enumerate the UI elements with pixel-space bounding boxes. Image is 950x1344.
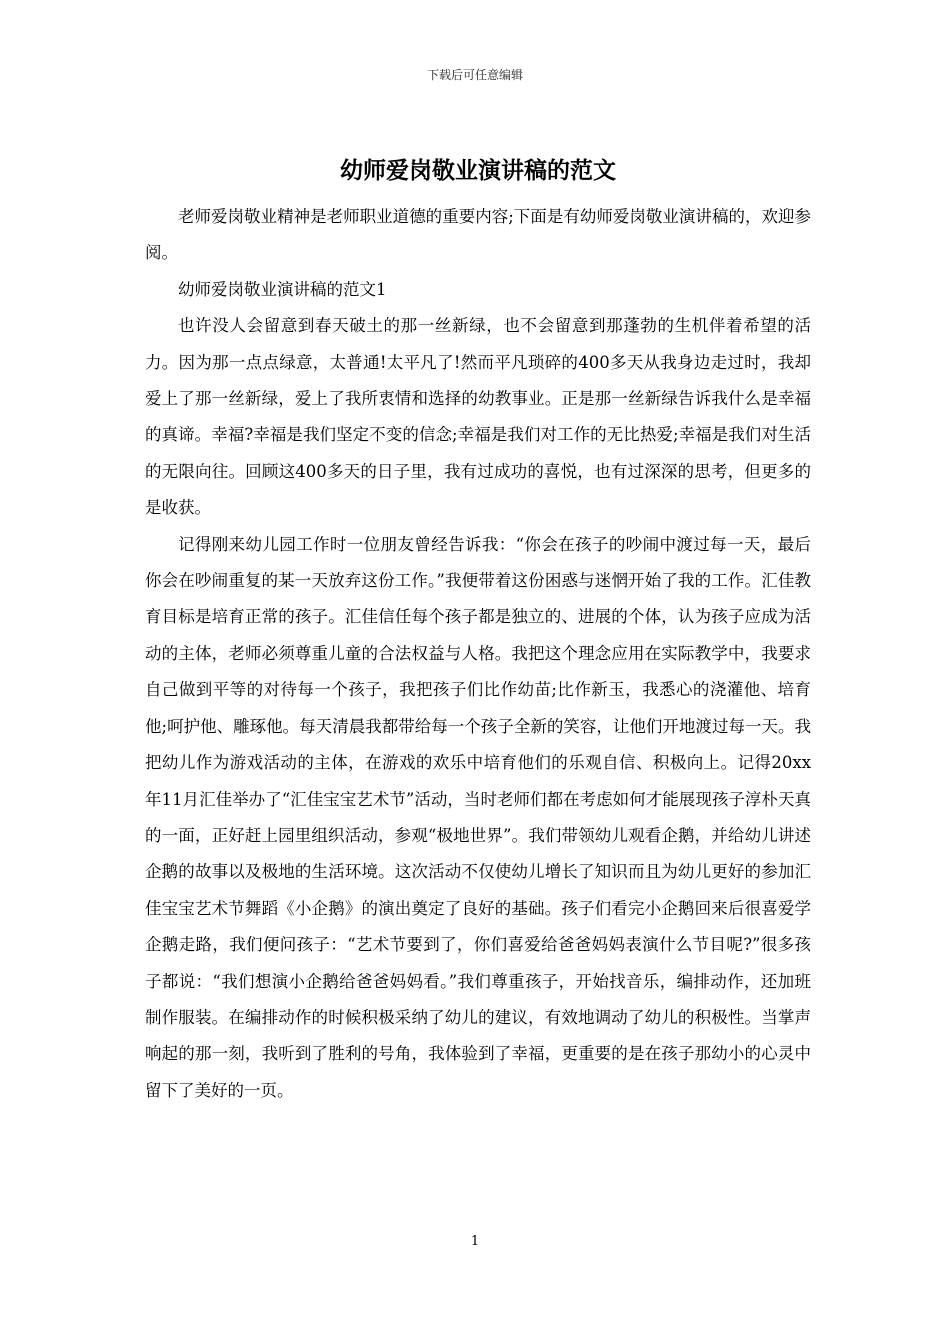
- document-title: 幼师爱岗敬业演讲稿的范文: [340, 157, 616, 184]
- intro-paragraph: 老师爱岗敬业精神是老师职业道德的重要内容;下面是有幼师爱岗敬业演讲稿的，欢迎参阅。: [145, 207, 811, 263]
- page-header: 下载后可任意编辑: [426, 68, 523, 82]
- section-heading: 幼师爱岗敬业演讲稿的范文1: [178, 279, 387, 299]
- page-number: 1: [470, 1234, 480, 1249]
- body-paragraph: 也许没人会留意到春天破土的那一丝新绿，也不会留意到那蓬勃的生机伴着希望的活力。因为那一点点绿意，太普通!太平凡了!然而平凡琐碎的400多天从我身边走过时，我却爱上了那一丝新绿，爱上了我所衷情和选择的幼教事业。正是那一丝新绿告诉我什么是幸福的真谛。幸福?幸福是我们坚定不变的信念;幸福是我们对工作的无比热爱;幸福是我们对生活的无限向往。回顾这400多天的日子里，我有过成功的喜悦，也有过深深的思考，但更多的是收获。: [145, 316, 811, 518]
- document-body: [145, 153, 811, 1109]
- body-paragraph: 记得刚来幼儿园工作时一位朋友曾经告诉我：“你会在孩子的吵闹中渡过每一天，最后你会在吵闹重复的某一天放弃这份工作。”我便带着这份困惑与迷惘开始了我的工作。汇佳教育目标是培育正常的孩子。汇佳信任每个孩子都是独立的、进展的个体，认为孩子应成为活动的主体，老师必须尊重儿童的合法权益与人格。我把这个理念应用在实际教学中，我要求自己做到平等的对待每一个孩子，我把孩子们比作幼苗;比作新玉，我悉心的浇灌他、培育他;呵护他、雕琢他。每天清晨我都带给每一个孩子全新的笑容，让他们开地渡过每一天。我把幼儿作为游戏活动的主体，在游戏的欢乐中培育他们的乐观自信、积极向上。记得20xx年11月汇佳举办了“汇佳宝宝艺术节”活动，当时老师们都在考虑如何才能展现孩子淳朴天真的一面，正好赶上园里组织活动，参观“极地世界”。我们带领幼儿观看企鹅，并给幼儿讲述企鹅的故事以及极地的生活环境。这次活动不仅使幼儿增长了知识而且为幼儿更好的参加汇佳宝宝艺术节舞蹈《小企鹅》的演出奠定了良好的基础。孩子们看完小企鹅回来后很喜爱学企鹅走路，我们便问孩子：“艺术节要到了，你们喜爱给爸爸妈妈表演什么节目呢?”很多孩子都说：“我们想演小企鹅给爸爸妈妈看。”我们尊重孩子，开始找音乐，编排动作，还加班制作服装。在编排动作的时候积极采纳了幼儿的建议，有效地调动了幼儿的积极性。当掌声响起的那一刻，我听到了胜利的号角，我体验到了幸福，更重要的是在孩子那幼小的心灵中留下了美好的一页。: [145, 534, 811, 1100]
